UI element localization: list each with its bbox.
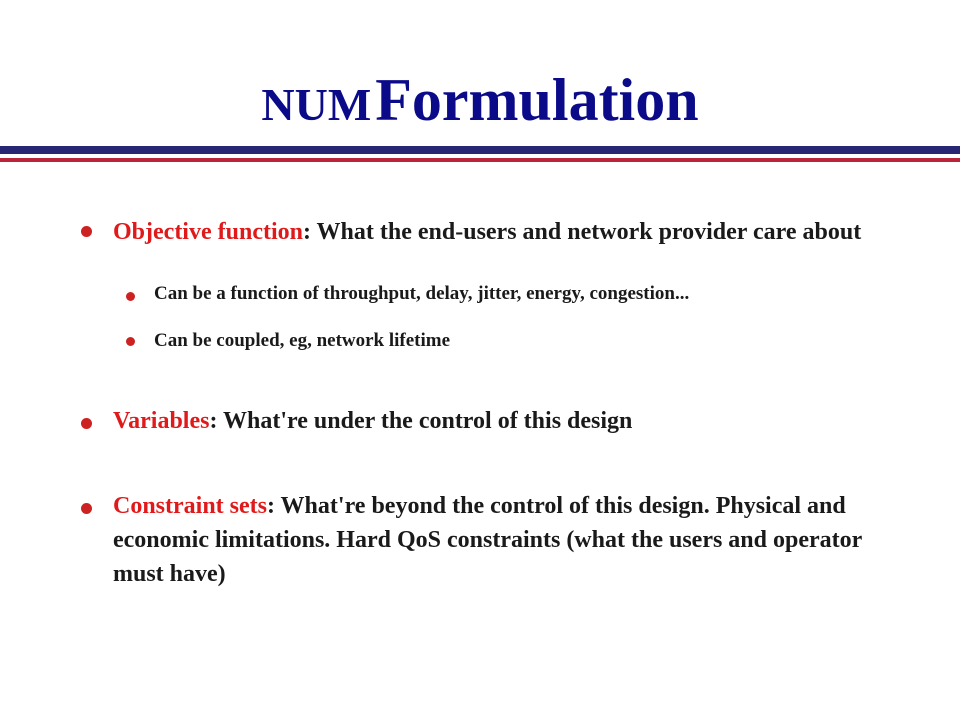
title-acronym: NUM (261, 79, 372, 130)
bullet-variables (113, 405, 913, 437)
subbullet-throughput: Can be a function of throughput, delay, jitter, energy, congestion... (154, 283, 690, 304)
subbullet-dot (126, 292, 135, 301)
title-rule-navy (0, 146, 960, 154)
subbullet-coupled: Can be coupled, eg, network lifetime (154, 330, 451, 351)
bullet-text: : What're beyond the control of this design. Physical and economic limitations. Hard QoS constraints (what the users and operator must have) (113, 493, 862, 587)
subbullet-dot (126, 337, 135, 346)
bullet-dot (81, 503, 92, 514)
title-word: Formulation (375, 67, 699, 133)
bullet-term: Objective function (113, 219, 303, 245)
bullet-text: : What the end-users and network provider care about (302, 219, 862, 245)
bullet-term: Variables (113, 408, 210, 434)
bullet-term: Constraint sets (113, 493, 267, 519)
bullet-text: : What're under the control of this design (209, 408, 633, 434)
bullet-constraint-sets (113, 489, 913, 591)
bullet-objective-function (113, 216, 913, 248)
bullet-dot (81, 418, 92, 429)
title-rule-red (0, 158, 960, 162)
bullet-dot (81, 226, 92, 237)
slide-title (0, 66, 960, 135)
